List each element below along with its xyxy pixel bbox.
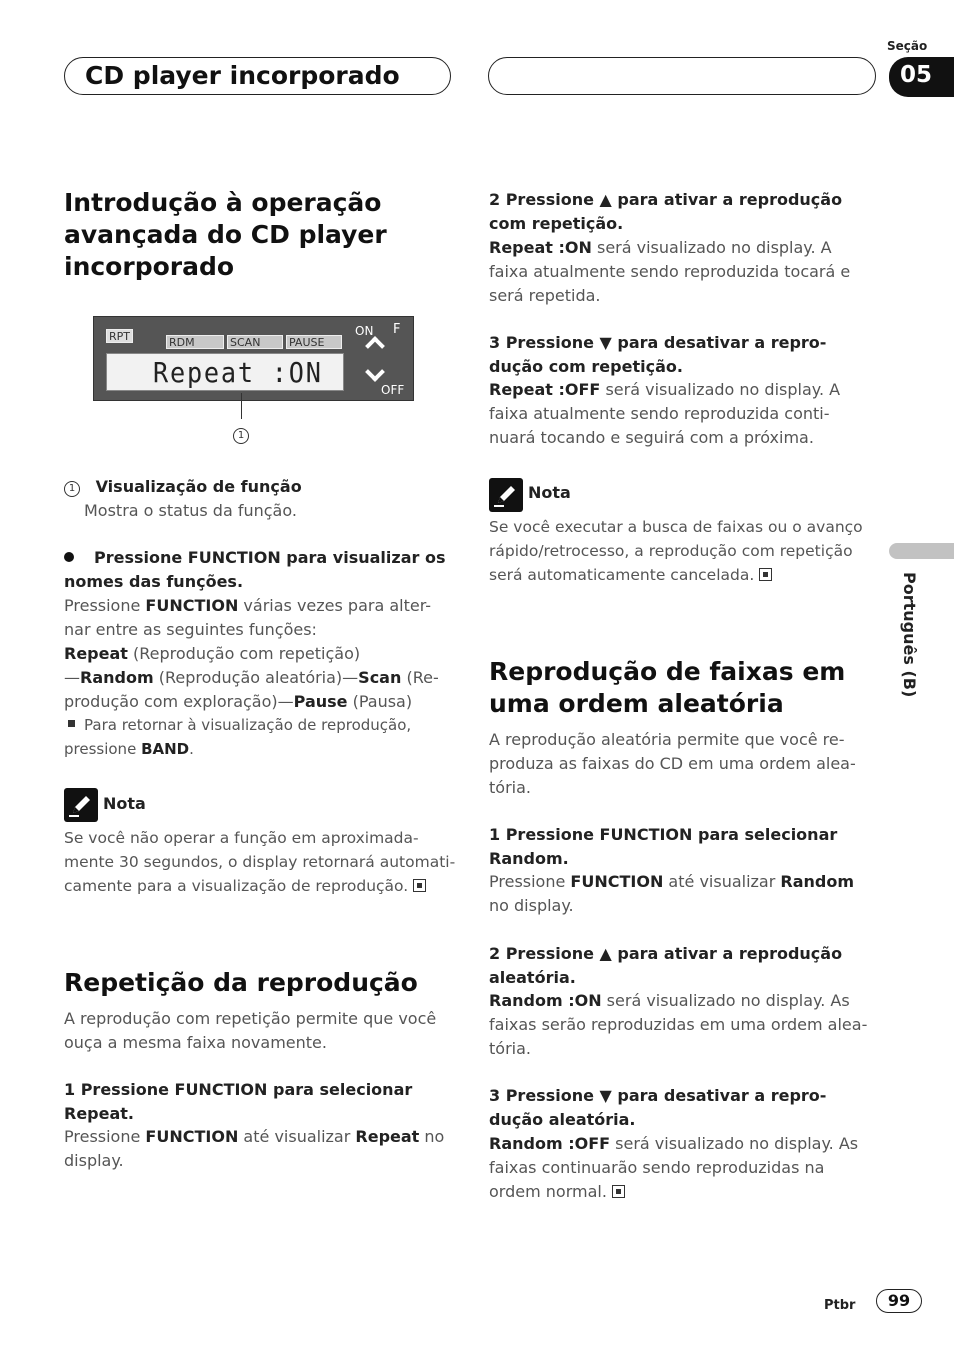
step2-title: 2 Pressione ▲ para ativar a reprodução com repetição. — [489, 190, 843, 233]
function-step-title-line: Pressione FUNCTION para visualizar os — [94, 548, 446, 567]
lcd-tag-scan: SCAN — [227, 335, 283, 349]
lcd-tag-pause: PAUSE — [286, 335, 342, 349]
lcd-tag-rdm: RDM — [166, 335, 224, 349]
step3-body: Repeat :OFF será visualizado no display. A faixa atualmente sendo reproduzida conti- nuará tocando e seguirá com a próxima. — [489, 380, 841, 447]
header-empty-box — [488, 57, 876, 95]
repeat-intro: A reprodução com repetição permite que você ouça a mesma faixa novamente. — [64, 1009, 437, 1052]
note-pencil-icon — [489, 478, 523, 512]
side-language-label — [900, 572, 924, 732]
chapter-title: CD player incorporado — [85, 61, 400, 90]
callout-item-title — [64, 475, 302, 499]
random-intro: A reprodução aleatória permite que você re- produza as faixas do CD em uma ordem alea- tória. — [489, 730, 856, 797]
function-step-title — [64, 546, 445, 594]
note-label: Nota — [103, 794, 146, 813]
square-bullet-icon — [68, 720, 75, 727]
side-language-text: Português (B) — [900, 572, 919, 698]
section-label: Seção — [887, 39, 928, 53]
lcd-tag-rpt: RPT — [106, 329, 133, 343]
lcd-display-illustration — [93, 316, 414, 401]
intro-heading-line: avançada do CD player — [64, 220, 387, 249]
intro-heading-line: Introdução à operação — [64, 188, 382, 217]
callout-circle: 1 — [64, 481, 80, 497]
callout-circle: 1 — [233, 428, 249, 444]
function-step-body: Pressione FUNCTION várias vezes para alter- nar entre as seguintes funções: Repeat (Reprodução com repetição) —Random (Reprodução aleatória)—Scan (Re- produção com exploração)—Pause (Pausa) — [64, 596, 439, 711]
chevron-down-icon — [365, 362, 385, 382]
step3-title: 3 Pressione ▼ para desativar a repro- dução com repetição. — [489, 333, 827, 376]
side-tab-marker — [889, 543, 954, 559]
footer-language-code: Ptbr — [824, 1298, 856, 1313]
function-step-title-line: nomes das funções. — [64, 572, 244, 591]
note-label: Nota — [528, 483, 571, 502]
callout-title-text: Visualização de função — [95, 477, 302, 496]
random-step3-title: 3 Pressione ▼ para desativar a repro- dução aleatória. — [489, 1086, 827, 1129]
random-step1-body: Pressione FUNCTION até visualizar Random no display. — [489, 872, 855, 915]
page-number: 99 — [876, 1289, 922, 1313]
function-step-bullet: Para retornar à visualização de reprodução, pressione BAND. — [64, 716, 412, 758]
lcd-text: Repeat :ON — [153, 356, 323, 389]
repeat-step1-title: 1 Pressione FUNCTION para selecionar Repeat. — [64, 1080, 413, 1123]
step2-body: Repeat :ON será visualizado no display. A faixa atualmente sendo reproduzida tocará e será repetida. — [489, 238, 851, 305]
lcd-screen — [106, 353, 344, 391]
callout-item-desc: Mostra o status da função. — [84, 501, 297, 520]
repeat-heading: Repetição da reprodução — [64, 968, 418, 997]
chapter-title-box — [64, 57, 451, 95]
chevron-up-icon — [365, 336, 385, 356]
lcd-on-label: ON — [355, 324, 374, 338]
section-number-badge: 05 — [889, 57, 954, 97]
callout-number — [233, 424, 249, 444]
bullet-dot-icon — [64, 552, 74, 562]
callout-line — [241, 393, 242, 419]
random-step1-title: 1 Pressione FUNCTION para selecionar Random. — [489, 825, 838, 868]
note-text: Se você não operar a função em aproximada- mente 30 segundos, o display retornará automati- camente para a visualização de reprodução. — [64, 829, 456, 895]
intro-heading — [64, 187, 387, 283]
repeat-step1-body: Pressione FUNCTION até visualizar Repeat no display. — [64, 1127, 445, 1170]
end-mark-icon — [612, 1185, 625, 1198]
random-step2-title: 2 Pressione ▲ para ativar a reprodução aleatória. — [489, 944, 843, 987]
lcd-f-label: F — [393, 322, 401, 337]
random-heading: Reprodução de faixas em uma ordem aleatória — [489, 657, 846, 718]
end-mark-icon — [759, 568, 772, 581]
intro-heading-line: incorporado — [64, 252, 235, 281]
random-step3-body: Random :OFF será visualizado no display. As faixas continuarão sendo reproduzidas na ordem normal. — [489, 1134, 859, 1201]
end-mark-icon — [413, 879, 426, 892]
random-step2-body: Random :ON será visualizado no display. As faixas serão reproduzidas em uma ordem alea- tória. — [489, 991, 868, 1058]
lcd-off-label: OFF — [381, 383, 405, 397]
note-pencil-icon — [64, 788, 98, 822]
note-text: Se você executar a busca de faixas ou o avanço rápido/retrocesso, a reprodução com repetição será automaticamente cancelada. — [489, 518, 863, 584]
